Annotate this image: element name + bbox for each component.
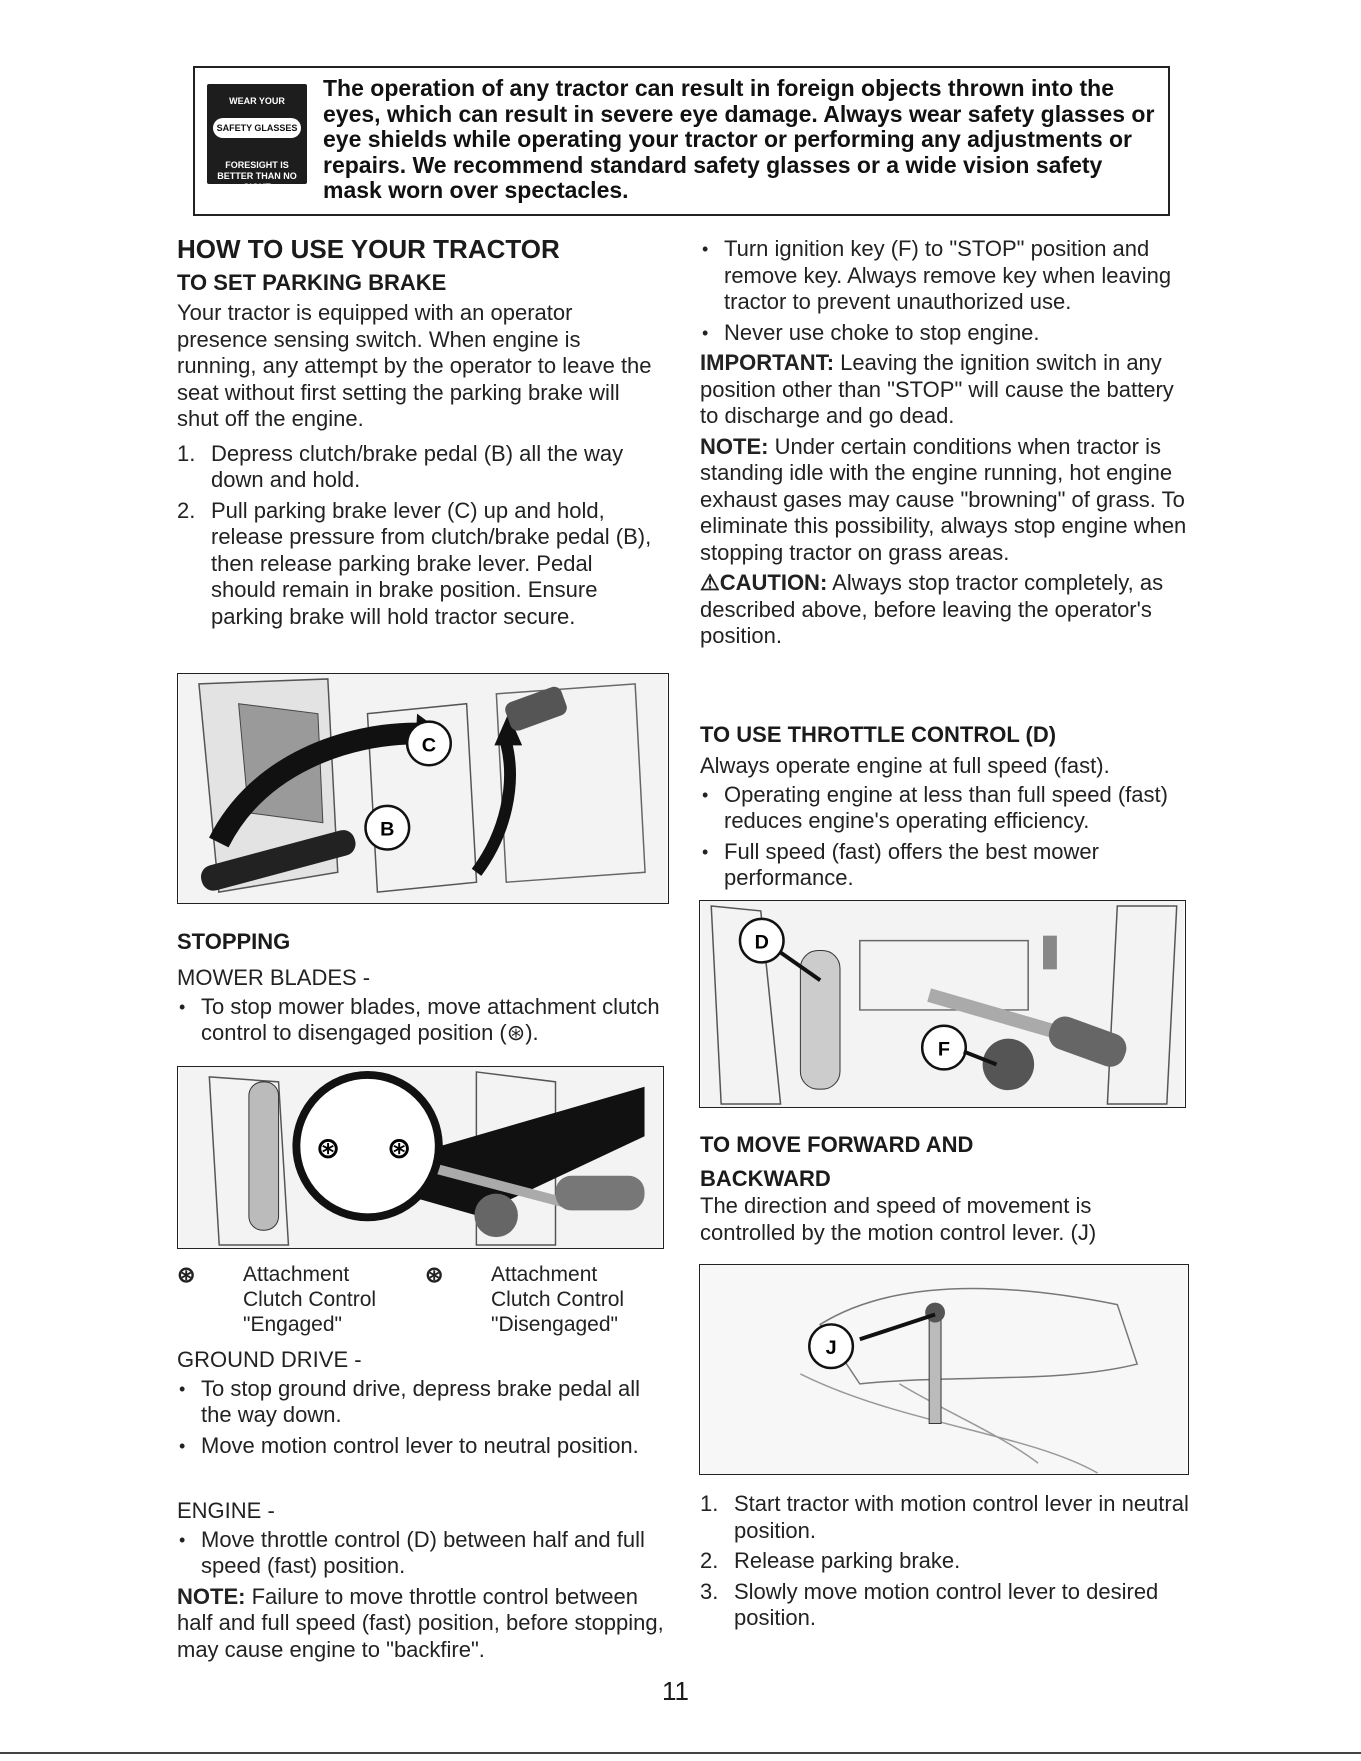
- safety-warning-box: [193, 66, 1170, 216]
- svg-text:⊛: ⊛: [315, 1129, 341, 1165]
- list-item: [700, 1491, 1190, 1544]
- motion-control-illustration: [700, 1265, 1188, 1474]
- note-paragraph: [700, 434, 1190, 567]
- callout-b: B: [380, 818, 395, 841]
- right-top-section: [700, 236, 1190, 650]
- step-text: Start tractor with motion control lever in neutral position.: [734, 1491, 1189, 1543]
- caution-paragraph: [700, 570, 1190, 650]
- callout-c: C: [421, 734, 437, 757]
- engine-section: [177, 1498, 667, 1663]
- safety-glasses-icon: [207, 84, 307, 192]
- list-item: • Turn ignition key (F) to "STOP" position and remove key. Always remove key when leaving tractor to prevent unauthorized use.: [700, 236, 1190, 316]
- attachment-clutch-figure: [177, 1066, 664, 1249]
- throttle-heading: TO USE THROTTLE CONTROL (D): [700, 722, 1057, 747]
- move-intro: The direction and speed of movement is controlled by the motion control lever. (J): [700, 1193, 1097, 1245]
- caution-text: Always stop tractor completely, as described above, before leaving the operator's position.: [700, 570, 1164, 648]
- note-text: Under certain conditions when tractor is standing idle with the engine running, hot engine exhaust gases may cause "browning" of grass. To eliminate this possibility, always stop engine when stopping tractor on grass areas.: [700, 433, 1187, 565]
- step-text: Depress clutch/brake pedal (B) all the way down and hold.: [211, 440, 624, 492]
- step-text: Slowly move motion control lever to desired position.: [734, 1578, 1159, 1630]
- move-heading: [700, 1128, 973, 1196]
- bottom-rule: [0, 1752, 1361, 1754]
- important-paragraph: [700, 350, 1190, 430]
- throttle-illustration: [700, 901, 1185, 1107]
- caution-label: CAUTION:: [719, 570, 828, 595]
- move-heading-line2: BACKWARD: [700, 1166, 831, 1191]
- stop-engine-bullets: [700, 236, 1190, 346]
- throttle-section: [700, 753, 1190, 896]
- ground-drive-bullets: [177, 1376, 667, 1460]
- engaged-icon: ⊛: [177, 1262, 196, 1287]
- list-item: • Full speed (fast) offers the best mower performance.: [700, 839, 1190, 892]
- stopping-heading: STOPPING: [177, 929, 291, 954]
- engine-heading: ENGINE -: [177, 1498, 275, 1523]
- step-number: 3.: [700, 1578, 719, 1604]
- caution-icon: ⚠: [700, 570, 720, 595]
- list-item: [177, 441, 663, 494]
- engine-note: [177, 1584, 667, 1664]
- parking-brake-section: [177, 300, 663, 634]
- callout-f: F: [937, 1038, 951, 1061]
- list-item: [177, 498, 663, 631]
- ground-drive-heading: GROUND DRIVE -: [177, 1347, 362, 1372]
- mower-blades-bullets: [177, 994, 667, 1047]
- mower-blades-section: [177, 965, 667, 1051]
- step-text: Release parking brake.: [734, 1548, 961, 1573]
- warning-text: The operation of any tractor can result in foreign objects thrown into the eyes, which can result in severe eye damage. Always wear safety glasses or eye shields while operating your tractor or performing any adjustments or repairs. We recommend standard safety glasses or a wide vision safety mask worn over spectacles.: [323, 75, 1155, 203]
- list-item: • To stop mower blades, move attachment clutch control to disengaged position (⊛).: [177, 994, 667, 1047]
- legend-line: Clutch Control: [243, 1288, 377, 1311]
- list-item: • Operating engine at less than full speed (fast) reduces engine's operating efficiency.: [700, 782, 1190, 835]
- list-item: • Move throttle control (D) between half and full speed (fast) position.: [177, 1527, 667, 1580]
- move-heading-line1: TO MOVE FORWARD AND: [700, 1132, 974, 1157]
- important-label: IMPORTANT:: [700, 350, 835, 375]
- icon-text-foresight: FORESIGHT IS BETTER THAN NO SIGHT: [217, 160, 297, 192]
- ground-drive-section: [177, 1347, 667, 1463]
- legend-disengaged: [425, 1262, 655, 1337]
- note-text: Failure to move throttle control between half and full speed (fast) position, before stopping, may cause engine to "backfire".: [177, 1583, 664, 1662]
- legend-line: Attachment: [491, 1263, 598, 1286]
- disengaged-icon: ⊛: [425, 1262, 444, 1287]
- engine-bullets: [177, 1527, 667, 1580]
- important-text: Leaving the ignition switch in any position other than "STOP" will cause the battery to discharge and go dead.: [700, 350, 1174, 428]
- step-number: 1.: [177, 440, 196, 466]
- svg-text:⊛: ⊛: [386, 1129, 412, 1165]
- parking-brake-illustration: [178, 674, 668, 903]
- parking-steps: [177, 441, 663, 631]
- note-label: NOTE:: [177, 1583, 246, 1609]
- move-steps: [700, 1491, 1190, 1632]
- parking-brake-heading: TO SET PARKING BRAKE: [177, 270, 447, 295]
- icon-text-wear-your: WEAR YOUR: [229, 96, 285, 106]
- note-label: NOTE:: [700, 433, 769, 459]
- callout-j: J: [825, 1337, 837, 1360]
- legend-line: Clutch Control: [491, 1288, 625, 1311]
- parking-intro: Your tractor is equipped with an operator presence sensing switch. When engine is running, any attempt by the operator to leave the seat without first setting the parking brake will shut off the engine.: [177, 300, 652, 431]
- throttle-intro: Always operate engine at full speed (fast).: [700, 753, 1110, 778]
- legend-line: "Engaged": [243, 1313, 342, 1336]
- legend-line: "Disengaged": [491, 1313, 618, 1336]
- parking-brake-figure: [177, 673, 669, 904]
- throttle-figure: [699, 900, 1186, 1108]
- page-title: HOW TO USE YOUR TRACTOR: [177, 234, 560, 264]
- list-item: • To stop ground drive, depress brake pedal all the way down.: [177, 1376, 667, 1429]
- page-number: 11: [662, 1676, 689, 1706]
- step-number: 2.: [177, 497, 196, 523]
- callout-d: D: [754, 931, 769, 954]
- motion-control-figure: [699, 1264, 1189, 1475]
- mower-blades-heading: MOWER BLADES -: [177, 965, 371, 990]
- list-item: [700, 1579, 1190, 1632]
- list-item: • Move motion control lever to neutral position.: [177, 1433, 667, 1460]
- list-item: • Never use choke to stop engine.: [700, 320, 1190, 347]
- attachment-clutch-illustration: [178, 1067, 663, 1248]
- step-number: 1.: [700, 1491, 719, 1516]
- throttle-bullets: [700, 782, 1190, 892]
- legend-line: Attachment: [243, 1263, 350, 1286]
- legend-engaged: [177, 1262, 407, 1337]
- step-text: Pull parking brake lever (C) up and hold, release pressure from clutch/brake pedal (B), then release parking brake lever. Pedal should remain in brake position. Ensure parking brake will hold tractor secure.: [211, 497, 652, 629]
- step-number: 2.: [700, 1548, 719, 1573]
- icon-text-safety-glasses: SAFETY GLASSES: [213, 118, 301, 138]
- list-item: [700, 1548, 1190, 1575]
- move-steps-section: [700, 1491, 1190, 1636]
